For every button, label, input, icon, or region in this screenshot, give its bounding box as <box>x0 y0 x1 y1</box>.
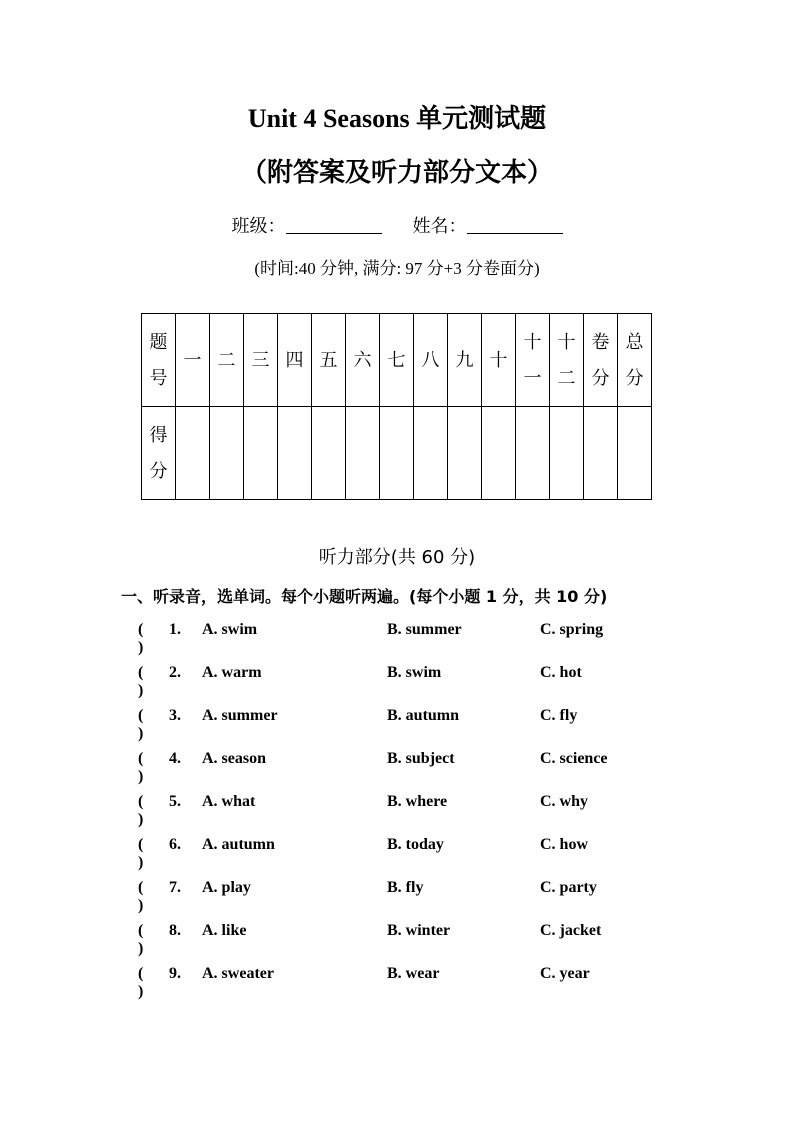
column-header: 五 <box>312 314 346 407</box>
question-number: 4. <box>169 750 181 767</box>
row-label-char: 分 <box>149 461 168 481</box>
column-header: 七 <box>380 314 414 407</box>
column-header: 十 <box>482 314 516 407</box>
score-cell[interactable] <box>244 407 278 500</box>
score-cell[interactable] <box>448 407 482 500</box>
option-b: B. today <box>387 836 444 853</box>
option-a: A. play <box>202 879 251 896</box>
name-label: 姓名： <box>412 216 467 236</box>
option-a: A. like <box>202 922 247 939</box>
score-cell[interactable] <box>516 407 550 500</box>
option-b: B. summer <box>387 621 462 638</box>
column-header: 卷 分 <box>584 314 618 407</box>
score-cell[interactable] <box>210 407 244 500</box>
answer-paren[interactable]: ( ) <box>138 621 144 656</box>
option-b: B. autumn <box>387 707 460 724</box>
name-blank[interactable] <box>467 215 563 234</box>
option-c: C. why <box>540 793 589 810</box>
score-cell[interactable] <box>584 407 618 500</box>
answer-paren[interactable]: ( ) <box>138 922 144 957</box>
column-header: 四 <box>278 314 312 407</box>
score-cell[interactable] <box>278 407 312 500</box>
option-a: A. swim <box>202 621 258 638</box>
option-b: B. fly <box>387 879 424 896</box>
option-c: C. hot <box>540 664 582 681</box>
column-header: 九 <box>448 314 482 407</box>
option-c: C. how <box>540 836 589 853</box>
score-cell[interactable] <box>346 407 380 500</box>
class-label: 班级： <box>231 216 286 236</box>
column-header: 六 <box>346 314 380 407</box>
option-a: A. season <box>202 750 267 767</box>
answer-paren[interactable]: ( ) <box>138 750 144 785</box>
question-number: 7. <box>169 879 181 896</box>
option-b: B. winter <box>387 922 451 939</box>
score-cell[interactable] <box>482 407 516 500</box>
student-info <box>0 212 794 238</box>
option-c: C. spring <box>540 621 604 638</box>
option-a: A. autumn <box>202 836 275 853</box>
score-cell[interactable] <box>414 407 448 500</box>
question-number: 9. <box>169 965 181 982</box>
question-number: 1. <box>169 621 181 638</box>
row-label-char: 号 <box>149 368 168 388</box>
column-header: 八 <box>414 314 448 407</box>
column-header: 一 <box>176 314 210 407</box>
title-line-1: Unit 4 Seasons 单元测试题 <box>247 104 547 133</box>
title-line-2: （附答案及听力部分文本） <box>240 158 553 187</box>
score-cell[interactable] <box>312 407 346 500</box>
row-label-char: 得 <box>149 425 168 445</box>
answer-paren[interactable]: ( ) <box>138 707 144 742</box>
option-c: C. fly <box>540 707 578 724</box>
column-header: 十 二 <box>550 314 584 407</box>
option-b: B. wear <box>387 965 440 982</box>
option-c: C. jacket <box>540 922 602 939</box>
option-c: C. year <box>540 965 590 982</box>
listening-section-title: 听力部分(共 60 分) <box>318 547 476 568</box>
option-a: A. what <box>202 793 256 810</box>
score-cell[interactable] <box>176 407 210 500</box>
score-cell[interactable] <box>618 407 652 500</box>
option-b: B. swim <box>387 664 442 681</box>
column-header: 总 分 <box>618 314 652 407</box>
question-number: 8. <box>169 922 181 939</box>
score-table-score-row <box>142 407 652 500</box>
question-number: 2. <box>169 664 181 681</box>
answer-paren[interactable]: ( ) <box>138 965 144 1000</box>
row-label-cell <box>142 314 176 407</box>
option-a: A. summer <box>202 707 278 724</box>
question-number: 5. <box>169 793 181 810</box>
answer-paren[interactable]: ( ) <box>138 664 144 699</box>
option-b: B. where <box>387 793 448 810</box>
option-a: A. sweater <box>202 965 274 982</box>
score-cell[interactable] <box>380 407 414 500</box>
column-header: 十 一 <box>516 314 550 407</box>
option-c: C. party <box>540 879 597 896</box>
question-number: 6. <box>169 836 181 853</box>
score-table <box>141 313 652 500</box>
option-b: B. subject <box>387 750 455 767</box>
answer-paren[interactable]: ( ) <box>138 836 144 871</box>
score-table-header-row <box>142 314 652 407</box>
option-a: A. warm <box>202 664 262 681</box>
score-cell[interactable] <box>550 407 584 500</box>
row-label-char: 题 <box>149 332 168 352</box>
answer-paren[interactable]: ( ) <box>138 879 144 914</box>
question-number: 3. <box>169 707 181 724</box>
column-header: 三 <box>244 314 278 407</box>
option-c: C. science <box>540 750 608 767</box>
time-info: (时间:40 分钟, 满分: 97 分+3 分卷面分) <box>254 259 540 278</box>
answer-paren[interactable]: ( ) <box>138 793 144 828</box>
section-1-instruction: 一、听录音，选单词。每个小题听两遍。(每个小题 1 分，共 10 分) <box>121 587 608 606</box>
class-blank[interactable] <box>286 215 382 234</box>
row-label-cell <box>142 407 176 500</box>
column-header: 二 <box>210 314 244 407</box>
